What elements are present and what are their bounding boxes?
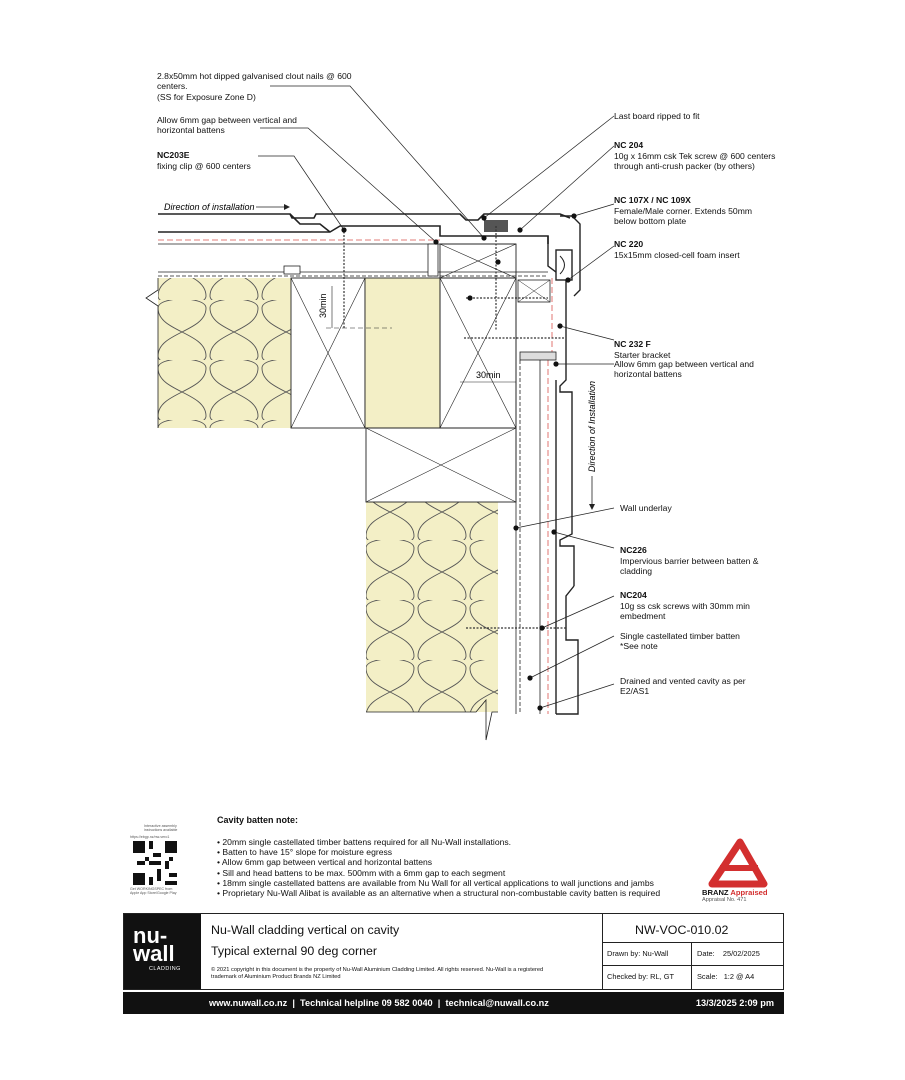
label-gap-top: Allow 6mm gap between vertical and horizontal battens <box>157 115 297 136</box>
qr-caption: Interactive assembly instructions available <box>144 824 178 833</box>
insulation-top <box>146 278 291 428</box>
label-wall-underlay: Wall underlay <box>620 503 672 513</box>
note-item: • Proprietary Nu-Wall Alibat is available as an alternative when a structural non-combustable cavity batten is required <box>217 888 697 898</box>
svg-text:Direction of installation: Direction of installation <box>164 202 255 212</box>
checked-by: Checked by: RL, GT <box>607 972 674 981</box>
label-nc226-barrier: NC226 Impervious barrier between batten & cladding <box>620 545 759 577</box>
title-block <box>123 913 784 990</box>
qr-code-icon <box>133 841 177 885</box>
meta-cell <box>602 914 785 989</box>
corner-profile <box>548 216 580 300</box>
label-nc203e: NC203E fixing clip @ 600 centers <box>157 150 251 171</box>
svg-text:Direction of Installation: Direction of Installation <box>587 380 597 472</box>
drawing-title-2: Typical external 90 deg corner <box>211 944 377 958</box>
label-nails: 2.8x50mm hot dipped galvanised clout nails @ 600 centers. (SS for Exposure Zone D) <box>157 71 352 102</box>
label-castellated-batten: Single castellated timber batten *See note <box>620 631 740 652</box>
label-nc204-tek: NC 204 10g x 16mm csk Tek screw @ 600 centers through anti-crush packer (by others) <box>614 140 776 172</box>
notes-title: Cavity batten note: <box>217 815 299 825</box>
vertical-battens <box>516 278 556 714</box>
nuwall-logo: nu- wall CLADDING <box>124 914 201 989</box>
note-item: • Allow 6mm gap between vertical and horizontal battens <box>217 857 697 867</box>
footer-contact[interactable]: www.nuwall.co.nz | Technical helpline 09 582 0040 | technical@nuwall.co.nz <box>209 998 549 1008</box>
footer-bar <box>123 992 784 1014</box>
note-item: • Batten to have 15° slope for moisture egress <box>217 847 697 857</box>
label-last-board: Last board ripped to fit <box>614 111 700 121</box>
cavity-batten-notes <box>217 815 697 898</box>
footer-print-date: 13/3/2025 2:09 pm <box>695 998 774 1008</box>
label-nc220-foam: NC 220 15x15mm closed-cell foam insert <box>614 239 740 260</box>
copyright: © 2021 copyright in this document is the property of Nu-Wall Aluminium Cladding Limited. All rights reserved. Nu-Wall is a registered trademark of Aluminium Product Brands NZ Limited <box>211 967 544 980</box>
branz-appraisal-no: Appraisal No. 471 <box>702 897 747 903</box>
drawing-title-1: Nu-Wall cladding vertical on cavity <box>211 923 400 937</box>
notes-list <box>217 837 697 898</box>
top-cladding-profile <box>158 214 570 244</box>
branz-logo-icon <box>706 838 770 888</box>
note-item: • 20mm single castellated timber battens required for all Nu-Wall installations. <box>217 837 697 847</box>
drawing-scale: Scale: 1:2 @ A4 <box>697 972 755 981</box>
direction-arrow-vertical <box>587 381 597 510</box>
qr-app-text: Get WORKINGSPEC from Apple App Store/Google Play <box>130 886 177 896</box>
drawing-date: Date: 25/02/2025 <box>697 949 760 958</box>
qr-block[interactable] <box>130 824 182 896</box>
qr-url: https://ebgp.nz/nw-vero1 <box>130 834 170 839</box>
drawing-number: NW-VOC-010.02 <box>635 923 729 937</box>
direction-arrow-horizontal <box>164 202 290 212</box>
dim-30-horizontal: 30min <box>476 370 501 380</box>
branz-appraised-badge <box>702 838 774 903</box>
label-gap-right: Allow 6mm gap between vertical and horizontal battens <box>614 359 754 380</box>
horizontal-cladding-layers <box>158 240 548 276</box>
label-nc204-ss-screws: NC204 10g ss csk screws with 30mm min embedment <box>620 590 750 622</box>
dim-30-vertical: 30min <box>318 293 328 318</box>
note-item: • 18mm single castellated battens are available from Nu Wall for all vertical applications to wall junctions and jambs <box>217 878 697 888</box>
vertical-cladding-profile <box>556 300 578 714</box>
drawn-by: Drawn by: Nu-Wall <box>607 949 669 958</box>
branz-appraised: Appraised <box>730 888 768 897</box>
label-nc107-corner: NC 107X / NC 109X Female/Male corner. Extends 50mm below bottom plate <box>614 195 753 227</box>
insulation-bottom <box>366 502 498 740</box>
branz-name: BRANZ <box>702 888 729 897</box>
note-item: • Sill and head battens to be max. 500mm with a 6mm gap to each segment <box>217 868 697 878</box>
label-drained-cavity: Drained and vented cavity as per E2/AS1 <box>620 676 746 697</box>
label-nc232-bracket: NC 232 F Starter bracket <box>614 339 671 360</box>
